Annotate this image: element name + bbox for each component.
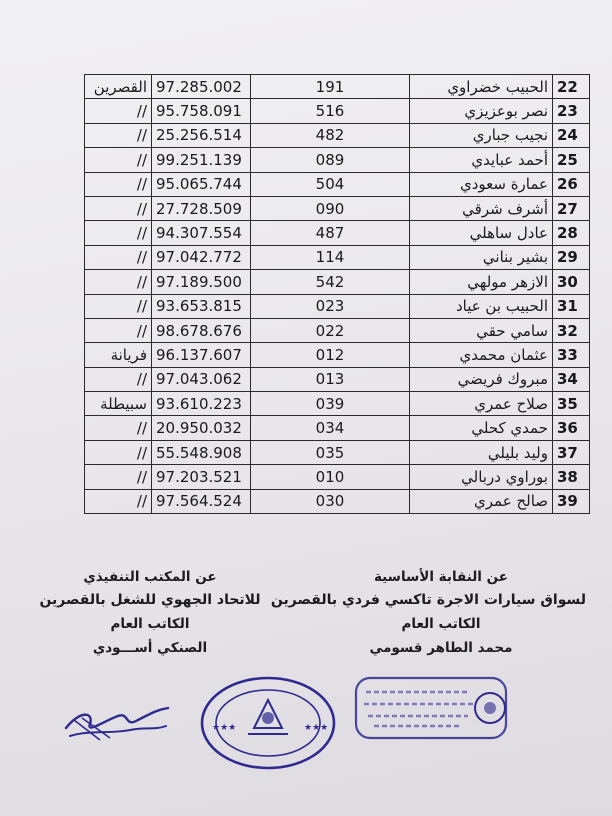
row-city-cell: // [85,318,152,342]
row-code-cell: 090 [251,196,410,220]
signature-union-org: لسواق سيارات الاجرة تاكسي فردي بالقصرين [270,592,586,608]
row-code-cell: 013 [251,367,410,391]
row-name-cell: نجيب جباري [410,123,553,147]
table-row [85,245,590,269]
svg-text:★★★: ★★★ [212,723,237,733]
table-row [85,196,590,220]
row-city-cell: فريانة [85,343,152,367]
row-code-cell: 023 [251,294,410,318]
row-city-cell: // [85,416,152,440]
syndicate-rect-stamp [352,672,514,746]
row-phone-cell: 95.065.744 [152,172,251,196]
row-city-cell: القصرين [85,75,152,99]
row-code-cell: 482 [251,123,410,147]
row-number-cell: 33 [553,343,590,367]
table-row [85,440,590,464]
signature-executive-heading: عن المكتب التنفيذي [83,569,217,585]
row-city-cell: // [85,367,152,391]
row-number-cell: 38 [553,465,590,489]
table-row [85,99,590,123]
row-code-cell: 089 [251,148,410,172]
row-number-cell: 23 [553,99,590,123]
row-phone-cell: 55.548.908 [152,440,251,464]
signature-executive-role: الكاتب العام [110,616,190,632]
row-phone-cell: 99.251.139 [152,148,251,172]
union-oval-stamp [196,672,340,774]
row-phone-cell: 93.610.223 [152,392,251,416]
row-code-cell: 039 [251,392,410,416]
row-city-cell: // [85,465,152,489]
row-phone-cell: 97.203.521 [152,465,251,489]
table-row [85,392,590,416]
row-code-cell: 114 [251,245,410,269]
row-code-cell: 022 [251,318,410,342]
row-name-cell: بوراوي دربالي [410,465,553,489]
row-name-cell: عادل ساهلي [410,221,553,245]
row-number-cell: 36 [553,416,590,440]
table-row [85,172,590,196]
row-number-cell: 31 [553,294,590,318]
table-row [85,148,590,172]
table-row [85,416,590,440]
drivers-table [84,74,590,514]
row-number-cell: 25 [553,148,590,172]
row-name-cell: سامي حقي [410,318,553,342]
row-city-cell: // [85,440,152,464]
row-name-cell: صلاح عمري [410,392,553,416]
row-number-cell: 29 [553,245,590,269]
drivers-table-body [85,75,590,514]
row-number-cell: 35 [553,392,590,416]
table-row [85,270,590,294]
table-row [85,367,590,391]
row-phone-cell: 98.678.676 [152,318,251,342]
row-name-cell: حمدي كحلي [410,416,553,440]
table-row [85,221,590,245]
signature-block-union [270,566,586,660]
row-code-cell: 010 [251,465,410,489]
row-number-cell: 39 [553,489,590,513]
row-city-cell: // [85,172,152,196]
row-name-cell: الحبيب خضراوي [410,75,553,99]
row-name-cell: عمارة سعودي [410,172,553,196]
row-code-cell: 035 [251,440,410,464]
row-name-cell: وليد بليلي [410,440,553,464]
row-name-cell: صالح عمري [410,489,553,513]
row-code-cell: 504 [251,172,410,196]
row-number-cell: 34 [553,367,590,391]
row-city-cell: // [85,123,152,147]
row-number-cell: 22 [553,75,590,99]
row-code-cell: 034 [251,416,410,440]
signature-block-executive [22,566,278,660]
row-city-cell: // [85,196,152,220]
row-phone-cell: 25.256.514 [152,123,251,147]
row-code-cell: 516 [251,99,410,123]
row-city-cell: سبيطلة [85,392,152,416]
row-number-cell: 24 [553,123,590,147]
row-name-cell: نصر بوعزيزي [410,99,553,123]
table-row [85,123,590,147]
row-phone-cell: 96.137.607 [152,343,251,367]
row-city-cell: // [85,148,152,172]
row-code-cell: 487 [251,221,410,245]
row-name-cell: الازهر مولهي [410,270,553,294]
row-city-cell: // [85,270,152,294]
row-name-cell: مبروك فريضي [410,367,553,391]
row-code-cell: 030 [251,489,410,513]
row-phone-cell: 97.564.524 [152,489,251,513]
signature-executive-org: للاتحاد الجهوي للشغل بالقصرين [39,592,261,608]
row-phone-cell: 27.728.509 [152,196,251,220]
signature-union-heading: عن النقابة الأساسية [373,569,509,585]
row-code-cell: 542 [251,270,410,294]
row-phone-cell: 97.189.500 [152,270,251,294]
signature-union-role: الكاتب العام [401,616,481,632]
row-number-cell: 28 [553,221,590,245]
table-row [85,465,590,489]
table-row [85,75,590,99]
table-row [85,318,590,342]
row-phone-cell: 94.307.554 [152,221,251,245]
row-number-cell: 27 [553,196,590,220]
row-code-cell: 191 [251,75,410,99]
row-number-cell: 32 [553,318,590,342]
table-row [85,294,590,318]
row-name-cell: أحمد عبايدي [410,148,553,172]
row-name-cell: الحبيب بن عياد [410,294,553,318]
row-name-cell: بشير بناني [410,245,553,269]
row-number-cell: 30 [553,270,590,294]
row-phone-cell: 95.758.091 [152,99,251,123]
row-phone-cell: 97.285.002 [152,75,251,99]
row-code-cell: 012 [251,343,410,367]
handwritten-signature [60,690,174,748]
row-city-cell: // [85,221,152,245]
svg-text:★★★: ★★★ [304,723,329,733]
row-number-cell: 37 [553,440,590,464]
row-city-cell: // [85,99,152,123]
row-phone-cell: 97.043.062 [152,367,251,391]
row-name-cell: عثمان محمدي [410,343,553,367]
row-city-cell: // [85,245,152,269]
row-city-cell: // [85,294,152,318]
row-city-cell: // [85,489,152,513]
row-phone-cell: 93.653.815 [152,294,251,318]
row-number-cell: 26 [553,172,590,196]
table-row [85,489,590,513]
signature-executive-name: الصنكي أســـودي [92,640,208,656]
table-row [85,343,590,367]
row-phone-cell: 20.950.032 [152,416,251,440]
row-name-cell: أشرف شرقي [410,196,553,220]
signature-union-name: محمد الطاهر قسومي [369,640,513,656]
row-phone-cell: 97.042.772 [152,245,251,269]
